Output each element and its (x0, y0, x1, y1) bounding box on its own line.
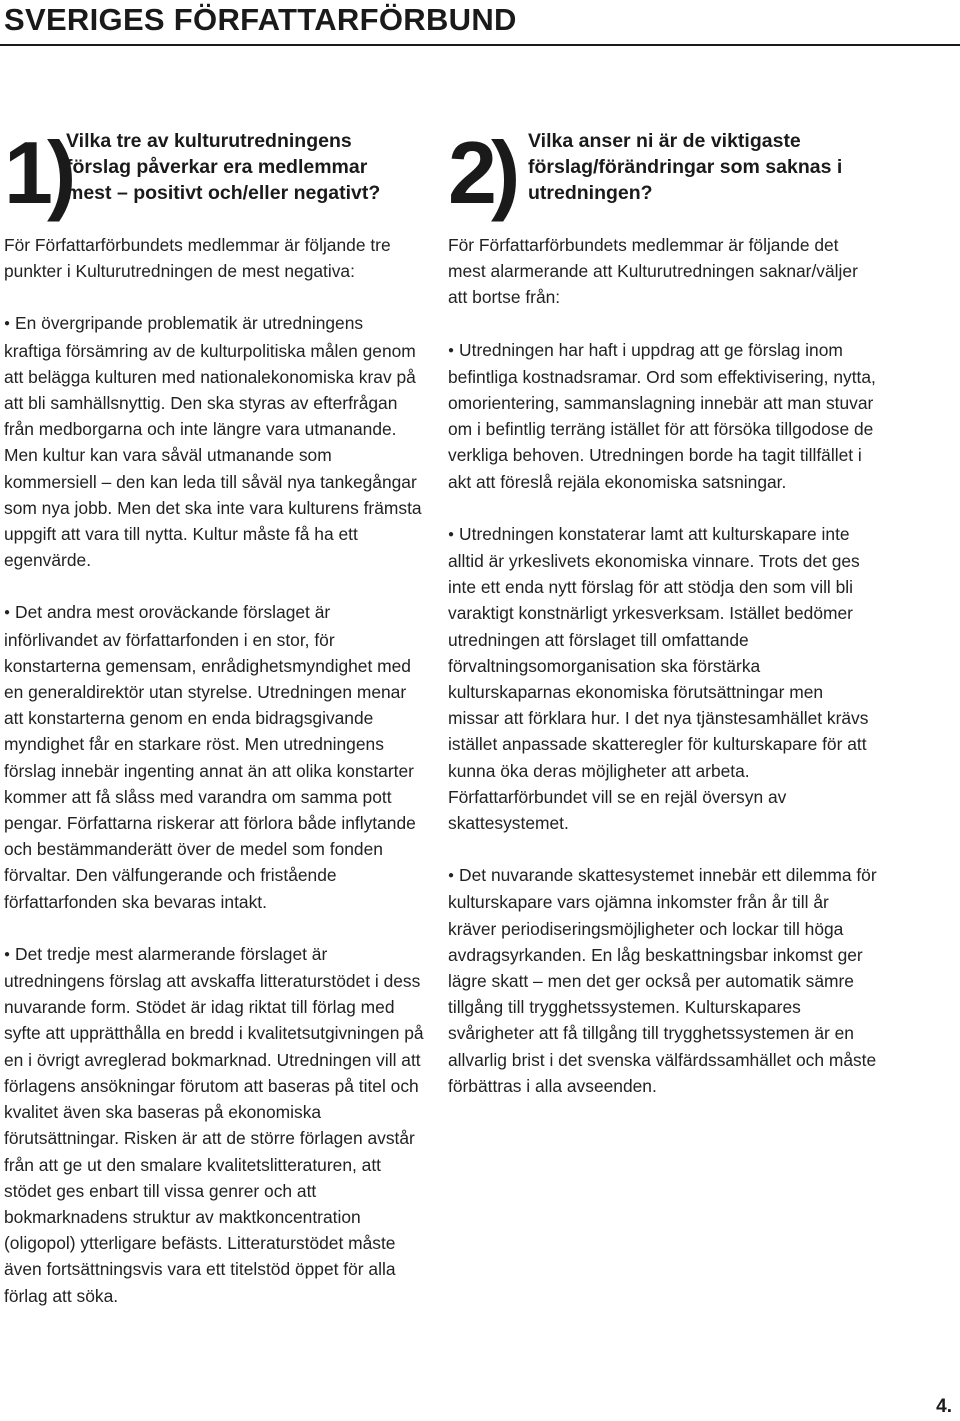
page-title: SVERIGES FÖRFATTARFÖRBUND (4, 2, 517, 37)
question-2-number: 2) (448, 123, 515, 222)
question-2-heading: Vilka anser ni är de viktigaste förslag/förändringar som saknas i utredningen? (528, 130, 843, 204)
question-2-point: ● Det nuvarande skattesystemet innebär ett dilemma för kulturskapare vars ojämna inkomster från år till år kräver periodiseringsmöjligheter och lockar till höga avdragsyrkanden. En låg beskattningsbar inkomst ger lägre skatt – men det ger också per automatik sämre tillgång till trygghetssystemen. Kulturskapares svårigheter att få tillgång till trygghetssystemen är en allvarlig brist i det svenska välfärdssamhället och måste förbättras i alla avseenden. (448, 862, 878, 1099)
question-1-number: 1) (4, 123, 71, 222)
question-2-intro: För Författarförbundets medlemmar är följande det mest alarmerande att Kulturutredningen saknar/väljer att bortse från: (448, 235, 858, 308)
question-1-answer (4, 232, 424, 1335)
question-1-intro: För Författarförbundets medlemmar är följande tre punkter i Kulturutredningen de mest negativa: (4, 235, 391, 282)
question-2-point: ● Utredningen har haft i uppdrag att ge förslag inom befintliga kostnadsramar. Ord som effektivisering, nytta, omorientering, sammanslagning innebär att man stuvar om i befintlig terräng istället för att försöka tillgodose de verkliga behoven. Utredningen borde ha tagit tillfället i akt att föreslå rejäla ekonomiska satsningar. (448, 337, 878, 495)
question-1-point: ● Det tredje mest alarmerande förslaget är utredningens förslag att avskaffa litteraturstödet i dess nuvarande form. Stödet är idag riktat till förlag med syfte att upprätthålla en bredd i kvalitetsutgivningen på en i övrigt avreglerad bokmarknad. Utredningen vill att förlagens ansökningar förutom att baseras på titel och kvalitet även ska baseras på ekonomiska förutsättningar. Risken är att de större förlagen avstår från att ge ut den smalare kvalitetslitteraturen, att stödet ges enbart till vissa genrer och att bokmarknadens struktur av maktkoncentration (oligopol) ytterligare befästs. Litteraturstödet måste även fortsättningsvis vara ett titelstöd öppet för alla förlag att söka. (4, 941, 424, 1309)
page-number: 4. (936, 1396, 952, 1417)
question-1-point: ● En övergripande problematik är utredningens kraftiga försämring av de kulturpolitiska målen genom att belägga kulturen med nationalekonomiska krav på att bli samhällsnyttig. Den ska styras av efterfrågan från medborgarna och inte längre vara utmanande. Men kultur kan vara såväl utmanande som kommersiell – den kan leda till såväl nya tankegångar som nya jobb. Men det ska inte vara kulturens främsta uppgift att vara till nytta. Kultur måste få ha ett egenvärde. (4, 310, 424, 573)
question-1-point: ● Det andra mest oroväckande förslaget är införlivandet av författarfonden i en stor, för konstarterna gemensam, enrådighetsmyndighet med en generaldirektör utan styrelse. Utredningen menar att konstarterna genom en enda bidragsgivande myndighet får en starkare röst. Men utredningens förslag innebär ingenting annat än att olika konstarter kommer att få slåss med varandra om samma pott pengar. Författarna riskerar att förlora både inflytande och bestämmanderätt över de medel som fonden förvaltar. Den välfungerande och fristående författarfonden ska bevaras intakt. (4, 599, 424, 914)
question-2-answer (448, 232, 878, 1125)
header-divider (0, 44, 960, 46)
question-1-heading: Vilka tre av kulturutredningens förslag påverkar era medlemmar mest – positivt och/eller negativt? (66, 130, 381, 204)
question-2-point: ● Utredningen konstaterar lamt att kulturskapare inte alltid är yrkeslivets ekonomiska vinnare. Trots det ges inte ett enda nytt förslag för att stödja den som vill bli varaktigt konstnärligt yrkesverksam. Istället bedömer utredningen att förslaget till omfattande förvaltningsomorganisation ska förstärka kulturskaparnas ekonomiska förutsättningar men missar att förklara hur. I det nya tjänstesamhället krävs istället anpassade skatteregler för kulturskapare för att kunna öka deras möjligheter att arbeta. Författarförbundet vill se en rejäl översyn av skattesystemet. (448, 521, 878, 836)
